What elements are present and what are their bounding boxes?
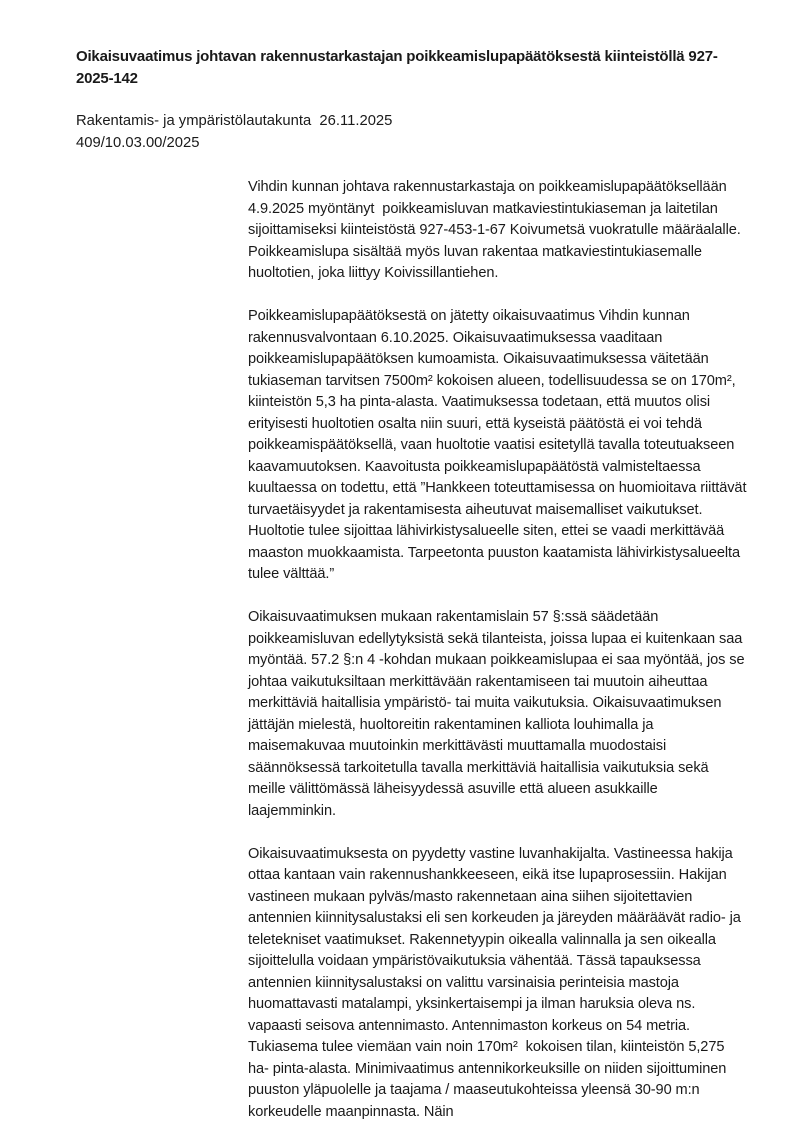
committee-date-line: Rakentamis- ja ympäristölautakunta 26.11.2025 xyxy=(76,113,393,129)
case-number: 409/10.03.00/2025 xyxy=(76,134,200,151)
body-paragraph-4: Oikaisuvaatimuksesta on pyydetty vastine luvanhakijalta. Vastineessa hakija ottaa kantaan vain rakennushankkeeseen, eikä itse lupaprosessiin. Hakijan vastineen mukaan pylväs/masto rakennetaan aina siihen sijoitettavien antennien kiinnitysalustaksi eli sen korkeuden ja järeyden määräävät radio- ja teletekniset vaatimukset. Rakennetyypin oikealla valinnalla ja sen oikealla sijoittelulla voidaan ympäristövaikutuksia vähentää. Tässä tapauksessa antennien kiinnitysalustaksi on valittu varsinaisia perinteisia mastoja huomattavasti matalampi, yksinkertaisempi ja ilman haruksia oleva ns. vapaasti seisova antennimasto. Antennimaston korkeus on 54 metria. Tukiasema tulee viemäan vain noin 170m² kokoisen tilan, kiinteistön 5,275 ha- pinta-alasta. Minimivaatimus antennikorkeuksille on niiden sijoittuminen puuston yläpuolelle ja taajama / maaseutukohteissa yleensä 30-90 m:n korkeudelle maanpinnasta. Näin xyxy=(248,845,745,1120)
document-meta xyxy=(76,111,746,154)
body-paragraph-2: Poikkeamislupapäätöksestä on jätetty oikaisuvaatimus Vihdin kunnan rakennusvalvontaan 6.10.2025. Oikaisuvaatimuksessa vaaditaan poikkeamislupapäätöksen kumoamista. Oikaisuvaatimuksessa väitetään tukiaseman tarvitsen 7500m² kokoisen alueen, todellisuudessa se on 170m², kiinteistön 5,3 ha pinta-alasta. Vaatimuksessa todetaan, että muutos olisi erityisesti huoltotien osalta niin suuri, että kyseistä päätöstä ei voi tehdä poikkeamispäätöksellä, vaan huoltotie vaatisi esitetyllä tavalla toteutuakseen kaavamuutoksen. Kaavoitusta poikkeamislupapäätöstä valmisteltaessa kuultaessa on todettu, että ”Hankkeen toteuttamisessa on huomioitava riittävät turvaetäisyydet ja rakentamisesta aiheutuvat maisemalliset vaikutukset. Huoltotie tulee sijoittaa lähivirkistysalueelle siten, ettei se vaadi merkittävää maaston muokkaamista. Tarpeetonta puuston kaatamista lähivirkistysalueelta tulee välttää.” xyxy=(248,308,751,582)
document-title: Oikaisuvaatimus johtavan rakennustarkastajan poikkeamislupapäätöksestä kiinteistöllä 927-2025-142 xyxy=(76,48,718,87)
body-paragraph-1: Vihdin kunnan johtava rakennustarkastaja on poikkeamislupapäätöksellään 4.9.2025 myöntänyt poikkeamisluvan matkaviestintukiaseman ja laitetilan sijoittamiseksi kiinteistöstä 927-453-1-67 Koivumetsä vuokratulle määräalalle. Poikkeamislupa sisältää myös luvan rakentaa matkaviestintukiasemalle huoltotien, joka liittyy Koivissillantiehen. xyxy=(248,179,745,281)
document-body xyxy=(248,177,751,1122)
body-paragraph-3: Oikaisuvaatimuksen mukaan rakentamislain 57 §:ssä säädetään poikkeamisluvan edellytyksistä sekä tilanteista, joissa lupaa ei kuitenkaan saa myöntää. 57.2 §:n 4 -kohdan mukaan poikkeamislupaa ei saa myöntää, jos se johtaa vaikutuksiltaan merkittävään rakentamiseen tai muutoin aiheuttaa merkittäviä haitallisia ympäristö- tai muita vaikutuksia. Oikaisuvaatimuksen jättäjän mielestä, huoltoreitin rakentaminen kalliota louhimalla ja maisemakuvaa muutoinkin merkittävästi muuttamalla muodostaisi säännöksessä tarkoitetulla tavalla merkittäviä haitallisia vaikutuksia sekä meille välittömässä läheisyydessä asuville että alueen asukkaille laajemminkin. xyxy=(248,609,749,819)
